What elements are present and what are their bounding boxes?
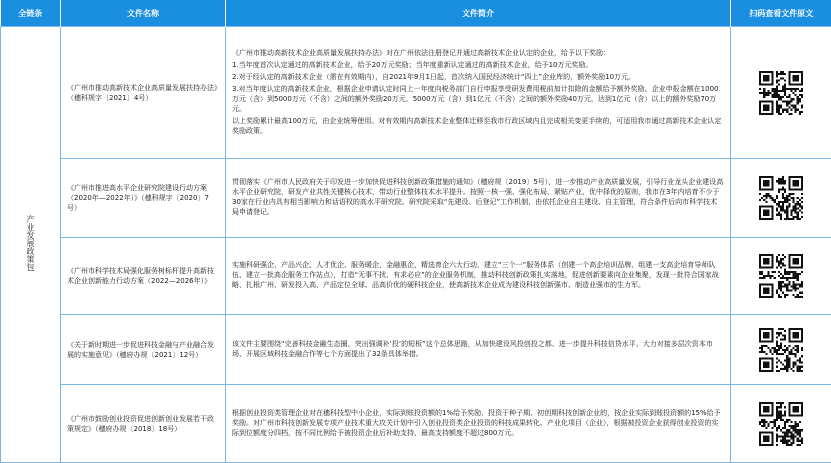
file-name: 《广州市鼓励创业投资促进创新创业发展若干政策规定》（穗府办规〔2018〕18号） xyxy=(61,385,226,463)
table-row xyxy=(1,238,831,315)
file-summary xyxy=(226,315,731,385)
table-row xyxy=(1,315,831,385)
header-chain: 全链条 xyxy=(1,0,61,27)
qr-code-icon[interactable] xyxy=(759,176,803,220)
summary-paragraph: 贯彻落实《广州市人民政府关于印发进一步加快促进科技创新政策措施的通知》（穗府规〔2019〕5号），进一步推动产业高质量发展，引导行业龙头企业建设高水平企业研究院，研发产业共性关键核心技术，带动行业整体技术水平提升。按照一核一强、强化布局、紧贴产业、优中择优的原则，我市在3年内培育不少于30家在行业内具有相当影响力和话语权的高水平研究院。研究院采取“先建设、后登记”工作机制，由依托企业自主建设、自主管理，符合条件后向市科学技术局申请登记。 xyxy=(232,177,724,217)
table-row xyxy=(1,27,831,159)
header-summary: 文件简介 xyxy=(226,0,731,27)
category-cell xyxy=(1,27,61,463)
summary-paragraph: 根据创业投资类管理企业对在穗科技型中小企业，实际到账投资额的1%给予奖励，投资于种子期、初创期科技创新企业的，按企业实际到账投资额的15%给予奖励。对广州市科技创新发展专项产业技术重大攻关计划中引入创业投资类企业投资的科技成果转化、产业化项目（企业），根据被投资企业获得创业投资的实际到位额度分四档，按不同比例给予被投资企业后补助支持，最高支持额度不超过800万元。 xyxy=(232,408,724,438)
qr-cell xyxy=(731,385,831,463)
file-name: 《关于新时期进一步促进科技金融与产业融合发展的实施意见》（穗府办规〔2021〕12号） xyxy=(61,315,226,385)
file-summary xyxy=(226,27,731,159)
qr-code-icon[interactable] xyxy=(759,402,803,446)
file-summary xyxy=(226,385,731,463)
qr-cell xyxy=(731,27,831,159)
header-qr: 扫码查看文件原文 xyxy=(731,0,831,27)
file-summary xyxy=(226,159,731,238)
summary-paragraph: 《广州市推动高新技术企业高质量发展扶持办法》对在广州依法注册登记并通过高新技术企业认定的企业，给予以下奖励： xyxy=(232,48,724,58)
summary-paragraph: 1.当年度首次认定通过的高新技术企业，给予20万元奖励；当年度重新认定通过的高新技术企业，给予10万元奖励。 xyxy=(232,60,724,70)
summary-paragraph: 3.对当年度认定的高新技术企业，根据企业申请认定时同上一年度向税务部门自行申报享受研发费用税前加计扣除的金额给予额外奖励。企业申报金额在1000万元（含）到5000万元（不含）之间的额外奖励20万元，5000万元（含）到1亿元（不含）之间的额外奖励40万元，达到1亿元（含）以上的额外奖励70万元。 xyxy=(232,84,724,114)
table-row xyxy=(1,385,831,463)
file-name: 《广州市推动高新技术企业高质量发展扶持办法》（穗科规字〔2021〕4号） xyxy=(61,27,226,159)
summary-paragraph: 以上奖励累计最高100万元，由企业统筹使用。对有效期内高新技术企业整体迁移至我市行政区域内且完成相关变更手续的，可适用我市通过高新技术企业认定奖励政策。 xyxy=(232,116,724,136)
table-row xyxy=(1,159,831,238)
qr-cell xyxy=(731,238,831,315)
qr-code-icon[interactable] xyxy=(759,71,803,115)
file-summary xyxy=(226,238,731,315)
category-label: 产业发展政策包 xyxy=(24,215,37,271)
header-file-name: 文件名称 xyxy=(61,0,226,27)
summary-paragraph: 实施科研强企、产品兴企、人才优企、服务暖企、金融惠企、精选育企六大行动，建立“三个一”服务体系（创建一个高企培训品牌、组建一支高企培育导师队伍、建立一批高企服务工作站点），打造“无事不扰、有求必应”的企业服务机制，推动科技创新政策扎实落地，促进创新要素向企业集聚，发现一批符合国家战略、扎根广州、研发投入高、产品定位全球、品高价优的硬科技企业，使高新技术企业成为建设科技创新强市、制造业强市的生力军。 xyxy=(232,260,724,290)
qr-cell xyxy=(731,159,831,238)
file-name: 《广州市科学技术局强化服务树标杆提升高新技术企业创新能力行动方案（2022—2026年）》 xyxy=(61,238,226,315)
file-name: 《广州市推进高水平企业研究院建设行动方案（2020年—2022年）》（穗科规字〔2020〕7号） xyxy=(61,159,226,238)
qr-code-icon[interactable] xyxy=(759,328,803,372)
summary-paragraph: 2.对于经认定的高新技术企业（需在有效期内），自2021年9月1日起，首次纳入国民经济统计“四上”企业库的，额外奖励10万元。 xyxy=(232,72,724,82)
qr-cell xyxy=(731,315,831,385)
qr-code-icon[interactable] xyxy=(759,254,803,298)
summary-paragraph: 该文件主要围绕“完善科技金融生态圈，突出强调补‘投’的短板”这个总体思路，从加快建设风投创投之都、进一步提升科技信贷水平、大力对接多层次资本市场、开展区域科技金融合作等七个方面提出了32条具体举措。 xyxy=(232,339,724,359)
header-row xyxy=(1,0,831,27)
